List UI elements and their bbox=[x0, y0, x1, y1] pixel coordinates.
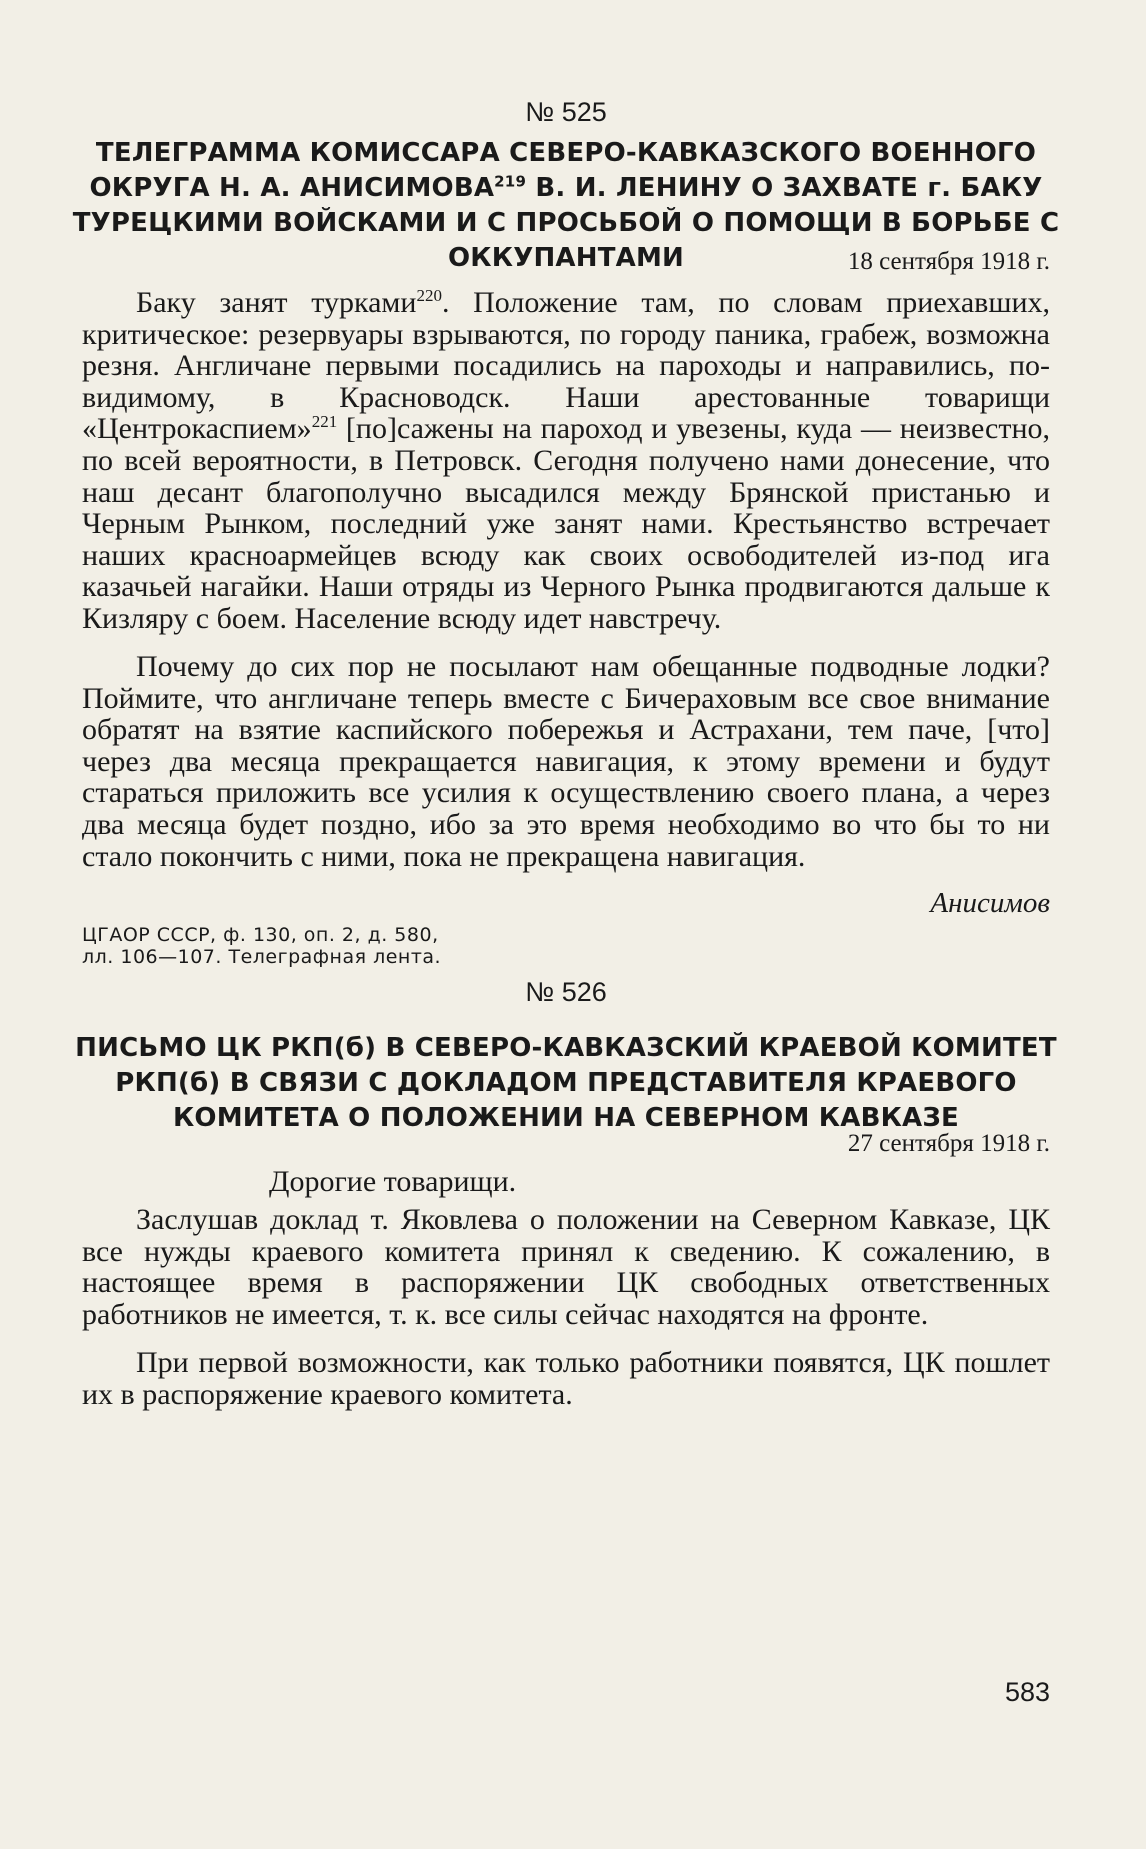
doc-525-signature: Анисимов bbox=[930, 887, 1050, 919]
doc-525-paragraph-2: Почему до сих пор не посылают нам обещанные подводные лодки? Поймите, что англичане теперь вместе с Бичераховым все свое внимание обратят на взятие каспийского побережья и Астрахани, тем паче, [что] через два месяца прекращается навигация, к этому времени и будут стараться приложить все усилия к осуществлению своего плана, а через два месяца будет поздно, ибо за это время необходимо во что бы то ни стало покончить с ними, пока не прекращена навигация. bbox=[82, 650, 1050, 873]
doc-525-title-part1: ТЕЛЕГРАММА КОМИССАРА СЕВЕРО-КАВКАЗСКОГО ВОЕННОГО ОКРУГА Н. А. АНИСИМОВА bbox=[89, 138, 1037, 203]
doc-525-source-line-2: лл. 106—107. Телеграфная лента. bbox=[82, 946, 442, 968]
doc-525-date: 18 сентября 1918 г. bbox=[847, 248, 1050, 275]
footnote-ref-219: 219 bbox=[494, 172, 527, 191]
doc-525-p1-end: [по]сажены на пароход и увезены, куда — неизвестно, по всей вероятности, в Петровск. Сегодня получено нами донесение, что наш десант благополучно высадился между Брянской пристанью и Черным Рынком, последний уже занят нами. Крестьянство встречает наших красноармейцев всюду как своих освободителей из-под ига казачьей нагайки. Наши отряды из Черного Рынка продвигаются дальше к Кизляру с боем. Население всюду идет навстречу. bbox=[82, 412, 1050, 635]
footnote-ref-221: 221 bbox=[311, 412, 338, 432]
doc-526-paragraph-1: Заслушав доклад т. Яковлева о положении на Северном Кавказе, ЦК все нужды краевого комитета принял к сведению. К сожалению, в настоящее время в распоряжении ЦК свободных ответственных работников не имеется, т. к. все силы сейчас находятся на фронте. bbox=[82, 1203, 1050, 1331]
doc-525-number: № 525 bbox=[525, 97, 607, 127]
doc-526-title: ПИСЬМО ЦК РКП(б) В СЕВЕРО-КАВКАЗСКИЙ КРАЕВОЙ КОМИТЕТ РКП(б) В СВЯЗИ С ДОКЛАДОМ ПРЕДСТАВИТЕЛЯ КРАЕВОГО КОМИТЕТА О ПОЛОЖЕНИИ НА СЕВЕРНОМ КАВКАЗЕ bbox=[75, 1033, 1057, 1133]
doc-526-greeting: Дорогие товарищи. bbox=[269, 1165, 517, 1198]
doc-525-source-line-1: ЦГАОР СССР, ф. 130, оп. 2, д. 580, bbox=[82, 924, 439, 946]
doc-525-p1-start: Баку занят турками bbox=[136, 286, 417, 319]
page-number: 583 bbox=[1004, 1677, 1050, 1707]
doc-526-paragraph-2: При первой возможности, как только работники появятся, ЦК пошлет их в распоряжение краевого комитета. bbox=[82, 1346, 1050, 1411]
doc-525-paragraph-1 bbox=[82, 287, 1050, 635]
footnote-ref-220: 220 bbox=[416, 286, 442, 305]
doc-525-title-part2: В. И. ЛЕНИНУ О ЗАХВАТЕ г. БАКУ ТУРЕЦКИМИ ВОЙСКАМИ И С ПРОСЬБОЙ О ПОМОЩИ В БОРЬБЕ С ОККУПАНТАМИ bbox=[72, 173, 1060, 273]
doc-526-number: № 526 bbox=[525, 977, 607, 1007]
doc-525-source bbox=[82, 924, 1050, 968]
doc-525-p1-middle: . Положение там, по словам приехавших, критическое: резервуары взрываются, по городу паника, грабеж, возможна резня. Англичане первыми посадились на пароходы и направились, по-видимому, в Красноводск. Наши арестованные товарищи «Центрокаспием» bbox=[82, 286, 1050, 446]
doc-526-date: 27 сентября 1918 г. bbox=[847, 1130, 1050, 1157]
